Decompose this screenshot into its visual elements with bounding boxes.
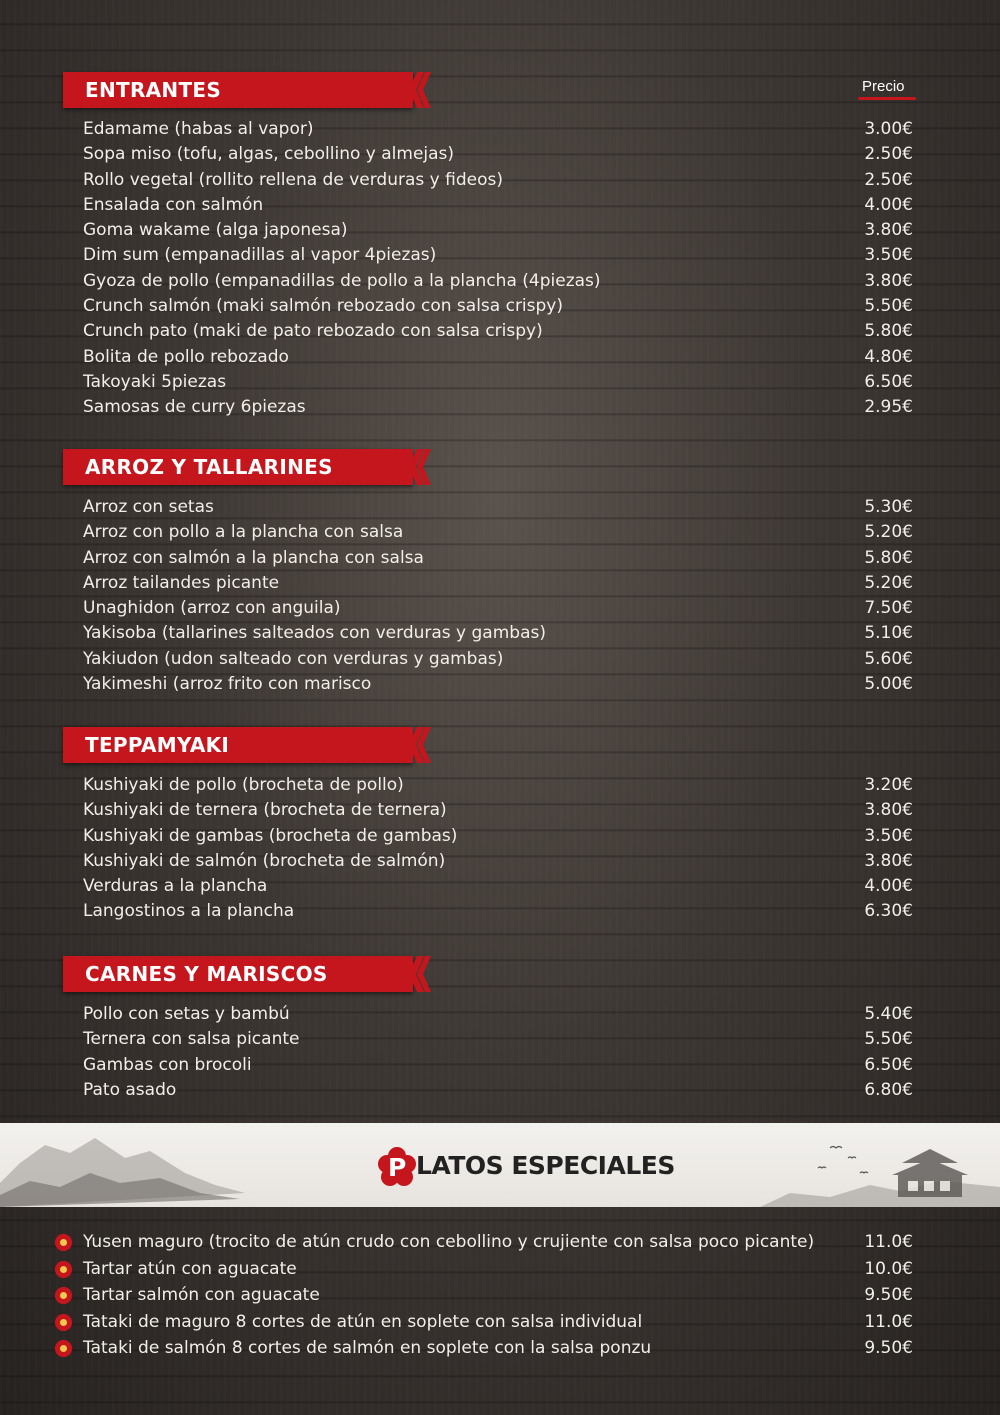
menu-item: Bolita de pollo rebozado 4.80€ xyxy=(83,346,913,367)
menu-item: Arroz con salmón a la plancha con salsa 5.80€ xyxy=(83,547,913,568)
menu-item: Rollo vegetal (rollito rellena de verduras y fideos) 2.50€ xyxy=(83,169,913,190)
special-item: Tartar atún con aguacate 10.0€ xyxy=(55,1256,913,1283)
price-column-header: Precio xyxy=(862,78,905,95)
menu-item: Kushiyaki de pollo (brocheta de pollo) 3.20€ xyxy=(83,775,913,795)
section-title: CARNES Y MARISCOS xyxy=(85,962,328,986)
special-item: Tartar salmón con aguacate 9.50€ xyxy=(55,1282,913,1309)
special-item: Yusen maguro (trocito de atún crudo con cebollino y crujiente con salsa poco picante) 11.0€ xyxy=(55,1229,913,1256)
menu-item: Arroz con pollo a la plancha con salsa 5.20€ xyxy=(83,522,913,543)
special-item: Tataki de maguro 8 cortes de atún en soplete con salsa individual 11.0€ xyxy=(55,1309,913,1336)
entrantes-list xyxy=(83,117,913,421)
section-title: ARROZ Y TALLARINES xyxy=(85,455,333,479)
section-title: ENTRANTES xyxy=(85,78,222,102)
section-banner xyxy=(63,449,413,485)
section-banner xyxy=(63,956,413,992)
menu-item: Ternera con salsa picante 5.50€ xyxy=(83,1029,913,1050)
menu-item: Gyoza de pollo (empanadillas de pollo a la plancha (4piezas) 3.80€ xyxy=(83,270,913,291)
menu-item: Yakiudon (udon salteado con verduras y gambas) 5.60€ xyxy=(83,648,913,669)
menu-item: Gambas con brocoli 6.50€ xyxy=(83,1054,913,1075)
menu-item: Samosas de curry 6piezas 2.95€ xyxy=(83,397,913,418)
bullet-icon xyxy=(55,1287,72,1304)
menu-item: Kushiyaki de gambas (brocheta de gambas) 3.50€ xyxy=(83,825,913,846)
teppamyaki-list xyxy=(83,773,913,925)
chevron-decoration-icon xyxy=(405,727,431,763)
menu-item: Arroz tailandes picante 5.20€ xyxy=(83,572,913,593)
menu-item: Sopa miso (tofu, algas, cebollino y almejas) 2.50€ xyxy=(83,144,913,165)
menu-item: Verduras a la plancha 4.00€ xyxy=(83,876,913,897)
arroz-list xyxy=(83,495,913,697)
menu-item: Langostinos a la plancha 6.30€ xyxy=(83,901,913,922)
menu-item: Edamame (habas al vapor) 3.00€ xyxy=(83,119,913,139)
menu-item: Crunch salmón (maki salmón rebozado con salsa crispy) 5.50€ xyxy=(83,296,913,317)
menu-item: Pollo con setas y bambú 5.40€ xyxy=(83,1004,913,1024)
bullet-icon xyxy=(55,1314,72,1331)
section-banner xyxy=(63,727,413,763)
menu-item: Takoyaki 5piezas 6.50€ xyxy=(83,371,913,392)
chevron-decoration-icon xyxy=(405,449,431,485)
section-title: TEPPAMYAKI xyxy=(85,733,230,757)
price-header-underline xyxy=(858,97,916,100)
special-item: Tataki de salmón 8 cortes de salmón en soplete con la salsa ponzu 9.50€ xyxy=(55,1335,913,1362)
menu-item: Kushiyaki de salmón (brocheta de salmón) 3.80€ xyxy=(83,850,913,871)
menu-item: Crunch pato (maki de pato rebozado con salsa crispy) 5.80€ xyxy=(83,321,913,342)
menu-item: Kushiyaki de ternera (brocheta de ternera) 3.80€ xyxy=(83,800,913,821)
carnes-list xyxy=(83,1002,913,1103)
sakura-flower-icon xyxy=(378,1147,416,1187)
specials-title-text: LATOS ESPECIALES xyxy=(416,1151,675,1180)
menu-item: Unaghidon (arroz con anguila) 7.50€ xyxy=(83,598,913,619)
bullet-icon xyxy=(55,1340,72,1357)
menu-item: Pato asado 6.80€ xyxy=(83,1079,913,1100)
bullet-icon xyxy=(55,1234,72,1251)
menu-item: Dim sum (empanadillas al vapor 4piezas) 3.50€ xyxy=(83,245,913,266)
menu-item: Arroz con setas 5.30€ xyxy=(83,497,913,517)
specials-title-initial: P xyxy=(388,1153,406,1182)
chevron-decoration-icon xyxy=(405,72,431,108)
menu-item: Ensalada con salmón 4.00€ xyxy=(83,194,913,215)
menu-item: Goma wakame (alga japonesa) 3.80€ xyxy=(83,220,913,241)
chevron-decoration-icon xyxy=(405,956,431,992)
menu-item: Yakimeshi (arroz frito con marisco 5.00€ xyxy=(83,674,913,695)
specials-list xyxy=(55,1229,913,1362)
specials-title xyxy=(378,1143,675,1189)
section-banner xyxy=(63,72,413,108)
bullet-icon xyxy=(55,1261,72,1278)
menu-item: Yakisoba (tallarines salteados con verduras y gambas) 5.10€ xyxy=(83,623,913,644)
